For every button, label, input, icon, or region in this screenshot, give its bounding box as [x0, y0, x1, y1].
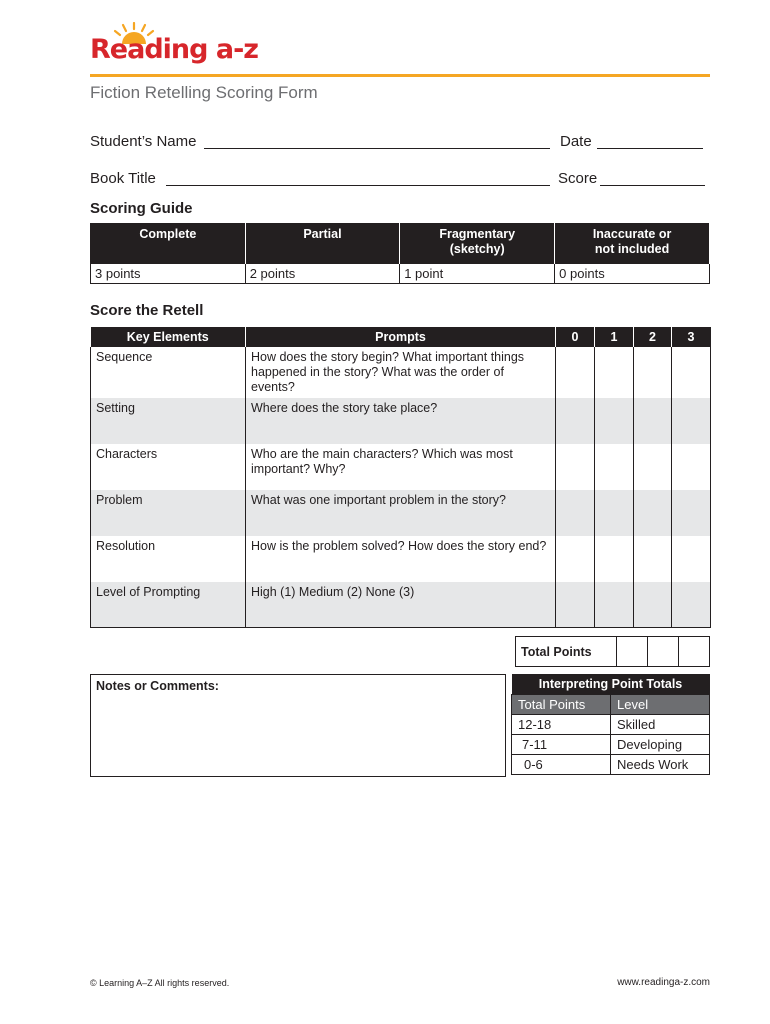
interp-col-level: Level [611, 695, 710, 715]
score-box-3[interactable] [672, 536, 711, 582]
score-box-2[interactable] [634, 536, 672, 582]
prompt-text: How is the problem solved? How does the story end? [246, 536, 556, 582]
total-points-label: Total Points [516, 637, 617, 667]
table-row [512, 715, 710, 735]
interpreting-table [511, 674, 710, 775]
key-element: Level of Prompting [91, 582, 246, 627]
interp-level: Skilled [611, 715, 710, 735]
score-retell-title: Score the Retell [90, 302, 204, 319]
date-line[interactable] [597, 148, 703, 149]
score-box-1[interactable] [595, 398, 634, 444]
interp-level: Developing [611, 735, 710, 755]
header-key-elements: Key Elements [91, 327, 246, 347]
key-element: Resolution [91, 536, 246, 582]
score-box-3[interactable] [672, 444, 711, 490]
score-box-1[interactable] [595, 490, 634, 536]
score-box-3[interactable] [672, 398, 711, 444]
guide-points-complete: 3 points [91, 264, 246, 284]
guide-header-fragmentary: Fragmentary (sketchy) [400, 223, 555, 264]
header-rule [90, 74, 710, 77]
table-row [91, 398, 711, 444]
date-label: Date [560, 133, 592, 150]
key-element: Problem [91, 490, 246, 536]
table-row [91, 347, 711, 398]
key-element: Characters [91, 444, 246, 490]
prompt-text: What was one important problem in the story? [246, 490, 556, 536]
total-points-table [515, 636, 710, 667]
header-score-2: 2 [634, 327, 672, 347]
table-row [91, 490, 711, 536]
total-box-3[interactable] [678, 637, 709, 667]
score-box-2[interactable] [634, 347, 672, 398]
score-retell-table [90, 327, 711, 628]
interp-range: 12-18 [512, 715, 611, 735]
score-box-3[interactable] [672, 347, 711, 398]
guide-points-partial: 2 points [245, 264, 399, 284]
score-box-2[interactable] [634, 490, 672, 536]
prompt-text: How does the story begin? What important things happened in the story? What was the order of events? [246, 347, 556, 398]
scoring-guide-table [90, 223, 710, 284]
guide-header-partial: Partial [245, 223, 399, 264]
key-element: Setting [91, 398, 246, 444]
book-title-line[interactable] [166, 185, 550, 186]
header-score-0: 0 [556, 327, 595, 347]
score-box-1[interactable] [595, 582, 634, 627]
score-box-1[interactable] [595, 444, 634, 490]
interp-col-total: Total Points [512, 695, 611, 715]
guide-points-inaccurate: 0 points [555, 264, 710, 284]
notes-label: Notes or Comments: [96, 679, 219, 693]
guide-header-inaccurate: Inaccurate or not included [555, 223, 710, 264]
score-box-0[interactable] [556, 398, 595, 444]
table-row [512, 755, 710, 775]
header-score-1: 1 [595, 327, 634, 347]
score-box-2[interactable] [634, 582, 672, 627]
header-score-3: 3 [672, 327, 711, 347]
prompt-text: High (1) Medium (2) None (3) [246, 582, 556, 627]
interp-range: 0-6 [512, 755, 611, 775]
interp-range: 7-11 [512, 735, 611, 755]
scoring-guide-title: Scoring Guide [90, 200, 193, 217]
score-box-3[interactable] [672, 490, 711, 536]
key-element: Sequence [91, 347, 246, 398]
guide-header-complete: Complete [91, 223, 246, 264]
student-name-line[interactable] [204, 148, 550, 149]
score-box-3[interactable] [672, 582, 711, 627]
form-title: Fiction Retelling Scoring Form [90, 83, 318, 102]
guide-points-fragmentary: 1 point [400, 264, 555, 284]
score-label: Score [558, 170, 598, 187]
score-box-0[interactable] [556, 490, 595, 536]
score-line[interactable] [600, 185, 705, 186]
header-prompts: Prompts [246, 327, 556, 347]
footer-copyright: © Learning A–Z All rights reserved. [90, 978, 230, 988]
total-box-2[interactable] [647, 637, 678, 667]
table-row [91, 582, 711, 627]
table-row [91, 444, 711, 490]
score-box-0[interactable] [556, 347, 595, 398]
score-box-2[interactable] [634, 444, 672, 490]
logo-text: Reading a-z [90, 34, 258, 65]
score-box-0[interactable] [556, 582, 595, 627]
reading-az-logo [90, 22, 258, 74]
score-box-1[interactable] [595, 536, 634, 582]
interp-level: Needs Work [611, 755, 710, 775]
score-box-1[interactable] [595, 347, 634, 398]
prompt-text: Where does the story take place? [246, 398, 556, 444]
total-box-1[interactable] [616, 637, 647, 667]
table-row [512, 735, 710, 755]
notes-box[interactable] [90, 674, 506, 777]
score-box-0[interactable] [556, 536, 595, 582]
interpreting-title: Interpreting Point Totals [512, 674, 710, 695]
book-title-label: Book Title [90, 170, 156, 187]
score-box-0[interactable] [556, 444, 595, 490]
table-row [91, 536, 711, 582]
prompt-text: Who are the main characters? Which was most important? Why? [246, 444, 556, 490]
score-box-2[interactable] [634, 398, 672, 444]
student-name-label: Student’s Name [90, 133, 197, 150]
footer-url[interactable]: www.readinga-z.com [617, 977, 710, 988]
